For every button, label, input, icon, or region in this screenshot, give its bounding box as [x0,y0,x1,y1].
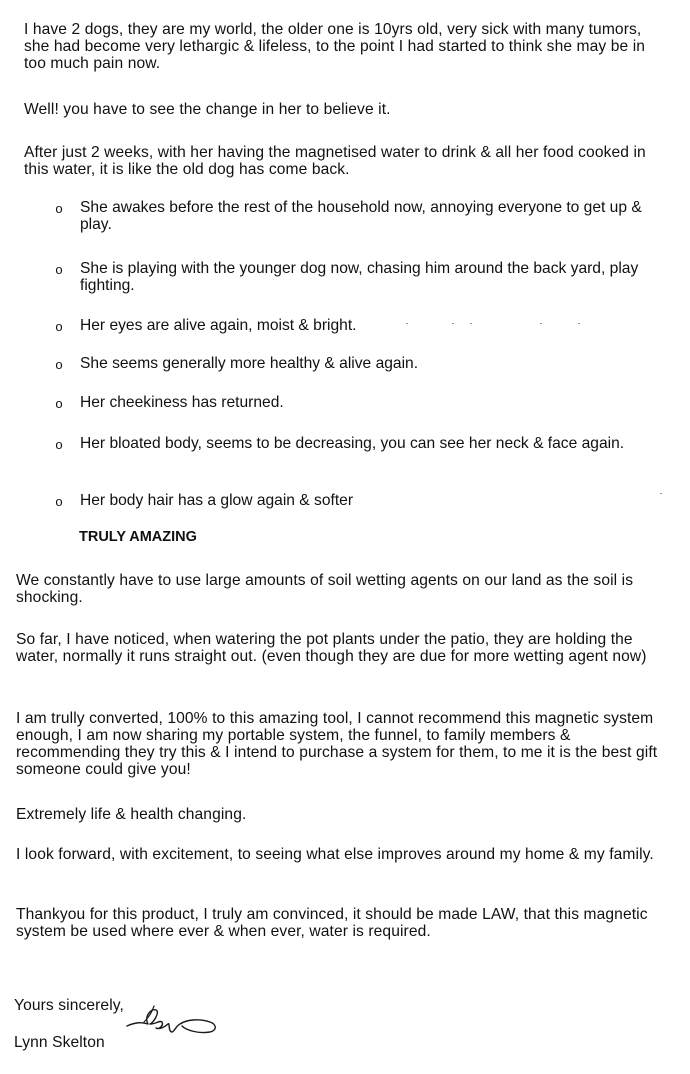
paragraph-soil: We constantly have to use large amounts of soil wetting agents on our land as the soil is shocking. [16,572,634,606]
list-item-text: She awakes before the rest of the household now, annoying everyone to get up & play. [80,199,642,233]
closing-salutation: Yours sincerely, [14,997,124,1014]
signatory-name: Lynn Skelton [14,1034,105,1051]
paragraph-look-forward: I look forward, with excitement, to seeing what else improves around my home & my family. [16,846,654,863]
list-item-text: Her bloated body, seems to be decreasing, you can see her neck & face again. [80,435,625,452]
scan-noise [406,323,408,324]
list-item-text: Her body hair has a glow again & softer [80,492,354,509]
bullet-circle-icon: o [55,262,63,277]
bullet-circle-icon: o [55,494,63,509]
scan-noise [578,323,580,324]
bullet-circle-icon: o [55,437,63,452]
paragraph-thankyou: Thankyou for this product, I truly am convinced, it should be made LAW, that this magnetic system be used where ever & when ever, water is required. [16,906,648,940]
list-item-text: She is playing with the younger dog now, chasing him around the back yard, play fighting. [80,260,639,294]
bullet-circle-icon: o [55,201,63,216]
bullet-circle-icon: o [55,319,63,334]
list-item-text: Her cheekiness has returned. [80,394,284,411]
handwritten-signature [124,1002,220,1040]
paragraph-intro: I have 2 dogs, they are my world, the older one is 10yrs old, very sick with many tumors, she had become very lethargic & lifeless, to the point I had started to think she may be in too much pain now. [24,21,646,72]
list-item-text: Her eyes are alive again, moist & bright. [80,317,357,334]
paragraph-converted: I am trully converted, 100% to this amazing tool, I cannot recommend this magnetic system enough, I am now sharing my portable system, the funnel, to family members & recommending they try this & I intend to purchase a system for them, to me it is the best gift someone could give you! [16,710,658,778]
paragraph-life-changing: Extremely life & health changing. [16,806,247,823]
scan-noise [660,493,662,494]
scan-noise [452,323,454,324]
truly-amazing-heading: TRULY AMAZING [79,529,197,545]
paragraph-after-two-weeks: After just 2 weeks, with her having the magnetised water to drink & all her food cooked in this water, it is like the old dog has come back. [24,144,646,178]
list-item-text: She seems generally more healthy & alive again. [80,355,419,372]
bullet-circle-icon: o [55,357,63,372]
bullet-circle-icon: o [55,396,63,411]
paragraph-pot-plants: So far, I have noticed, when watering the pot plants under the patio, they are holding the water, normally it runs straight out. (even though they are due for more wetting agent now) [16,631,647,665]
paragraph-well: Well! you have to see the change in her to believe it. [24,101,391,118]
scan-noise [470,323,472,324]
scan-noise [540,323,542,324]
